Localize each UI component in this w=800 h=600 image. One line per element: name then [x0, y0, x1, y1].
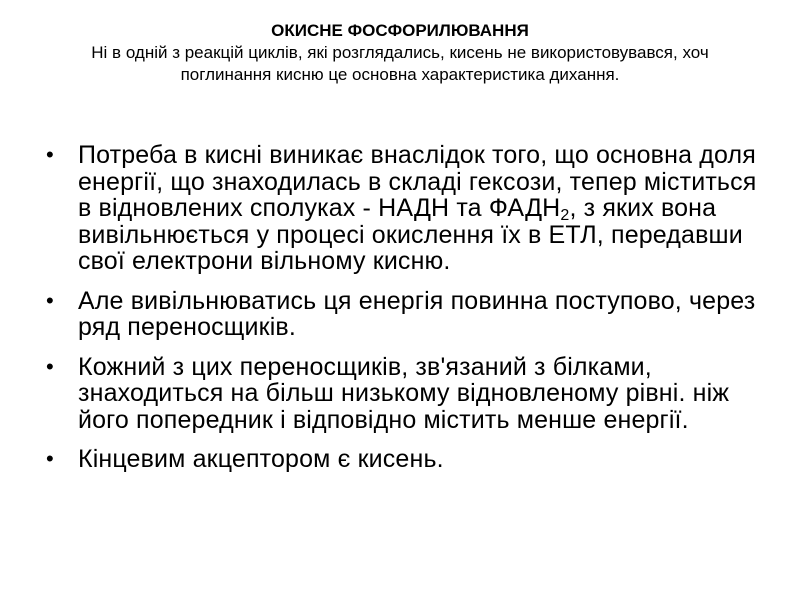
- bullet-item: [42, 354, 762, 434]
- bullet-marker: •: [46, 446, 54, 471]
- bullet-text: Кожний з цих переносщиків, зв'язаний з білками, знаходиться на більш низькому відновленому рівні. ніж його попередник і відповідно містить менше енергії.: [78, 352, 730, 434]
- bullet-text: Але вивільнюватись ця енергія повинна поступово, через ряд переносщиків.: [78, 286, 756, 341]
- slide-title: [80, 20, 720, 86]
- bullet-text-subscript: 2: [560, 207, 570, 224]
- bullet-marker: •: [46, 353, 54, 379]
- bullet-marker: •: [46, 142, 54, 167]
- bullet-item: [42, 288, 762, 341]
- bullet-text: [78, 141, 756, 275]
- bullet-list: [42, 142, 762, 486]
- bullet-item: [42, 446, 762, 473]
- bullet-text: Кінцевим акцептором є кисень.: [78, 445, 444, 473]
- bullet-item: [42, 142, 762, 275]
- bullet-text-main: Потреба в кисні виникає внаслідок того, що основна доля енергії, що знаходилась в складі гексози, тепер міститься в відновлених сполуках - НАДН та ФАДН: [78, 141, 757, 222]
- title-heading: ОКИСНЕ ФОСФОРИЛЮВАННЯ: [271, 21, 529, 40]
- bullet-text-tail: , з яких вона вивільнюється у процесі окислення їх в ЕТЛ, передавши свої електрони вільному кисню.: [78, 194, 743, 275]
- bullet-marker: •: [46, 287, 54, 313]
- title-subtitle: Ні в одній з реакцій циклів, які розглядались, кисень не використовувався, хоч поглинання кисню це основна характеристика дихання.: [91, 43, 709, 84]
